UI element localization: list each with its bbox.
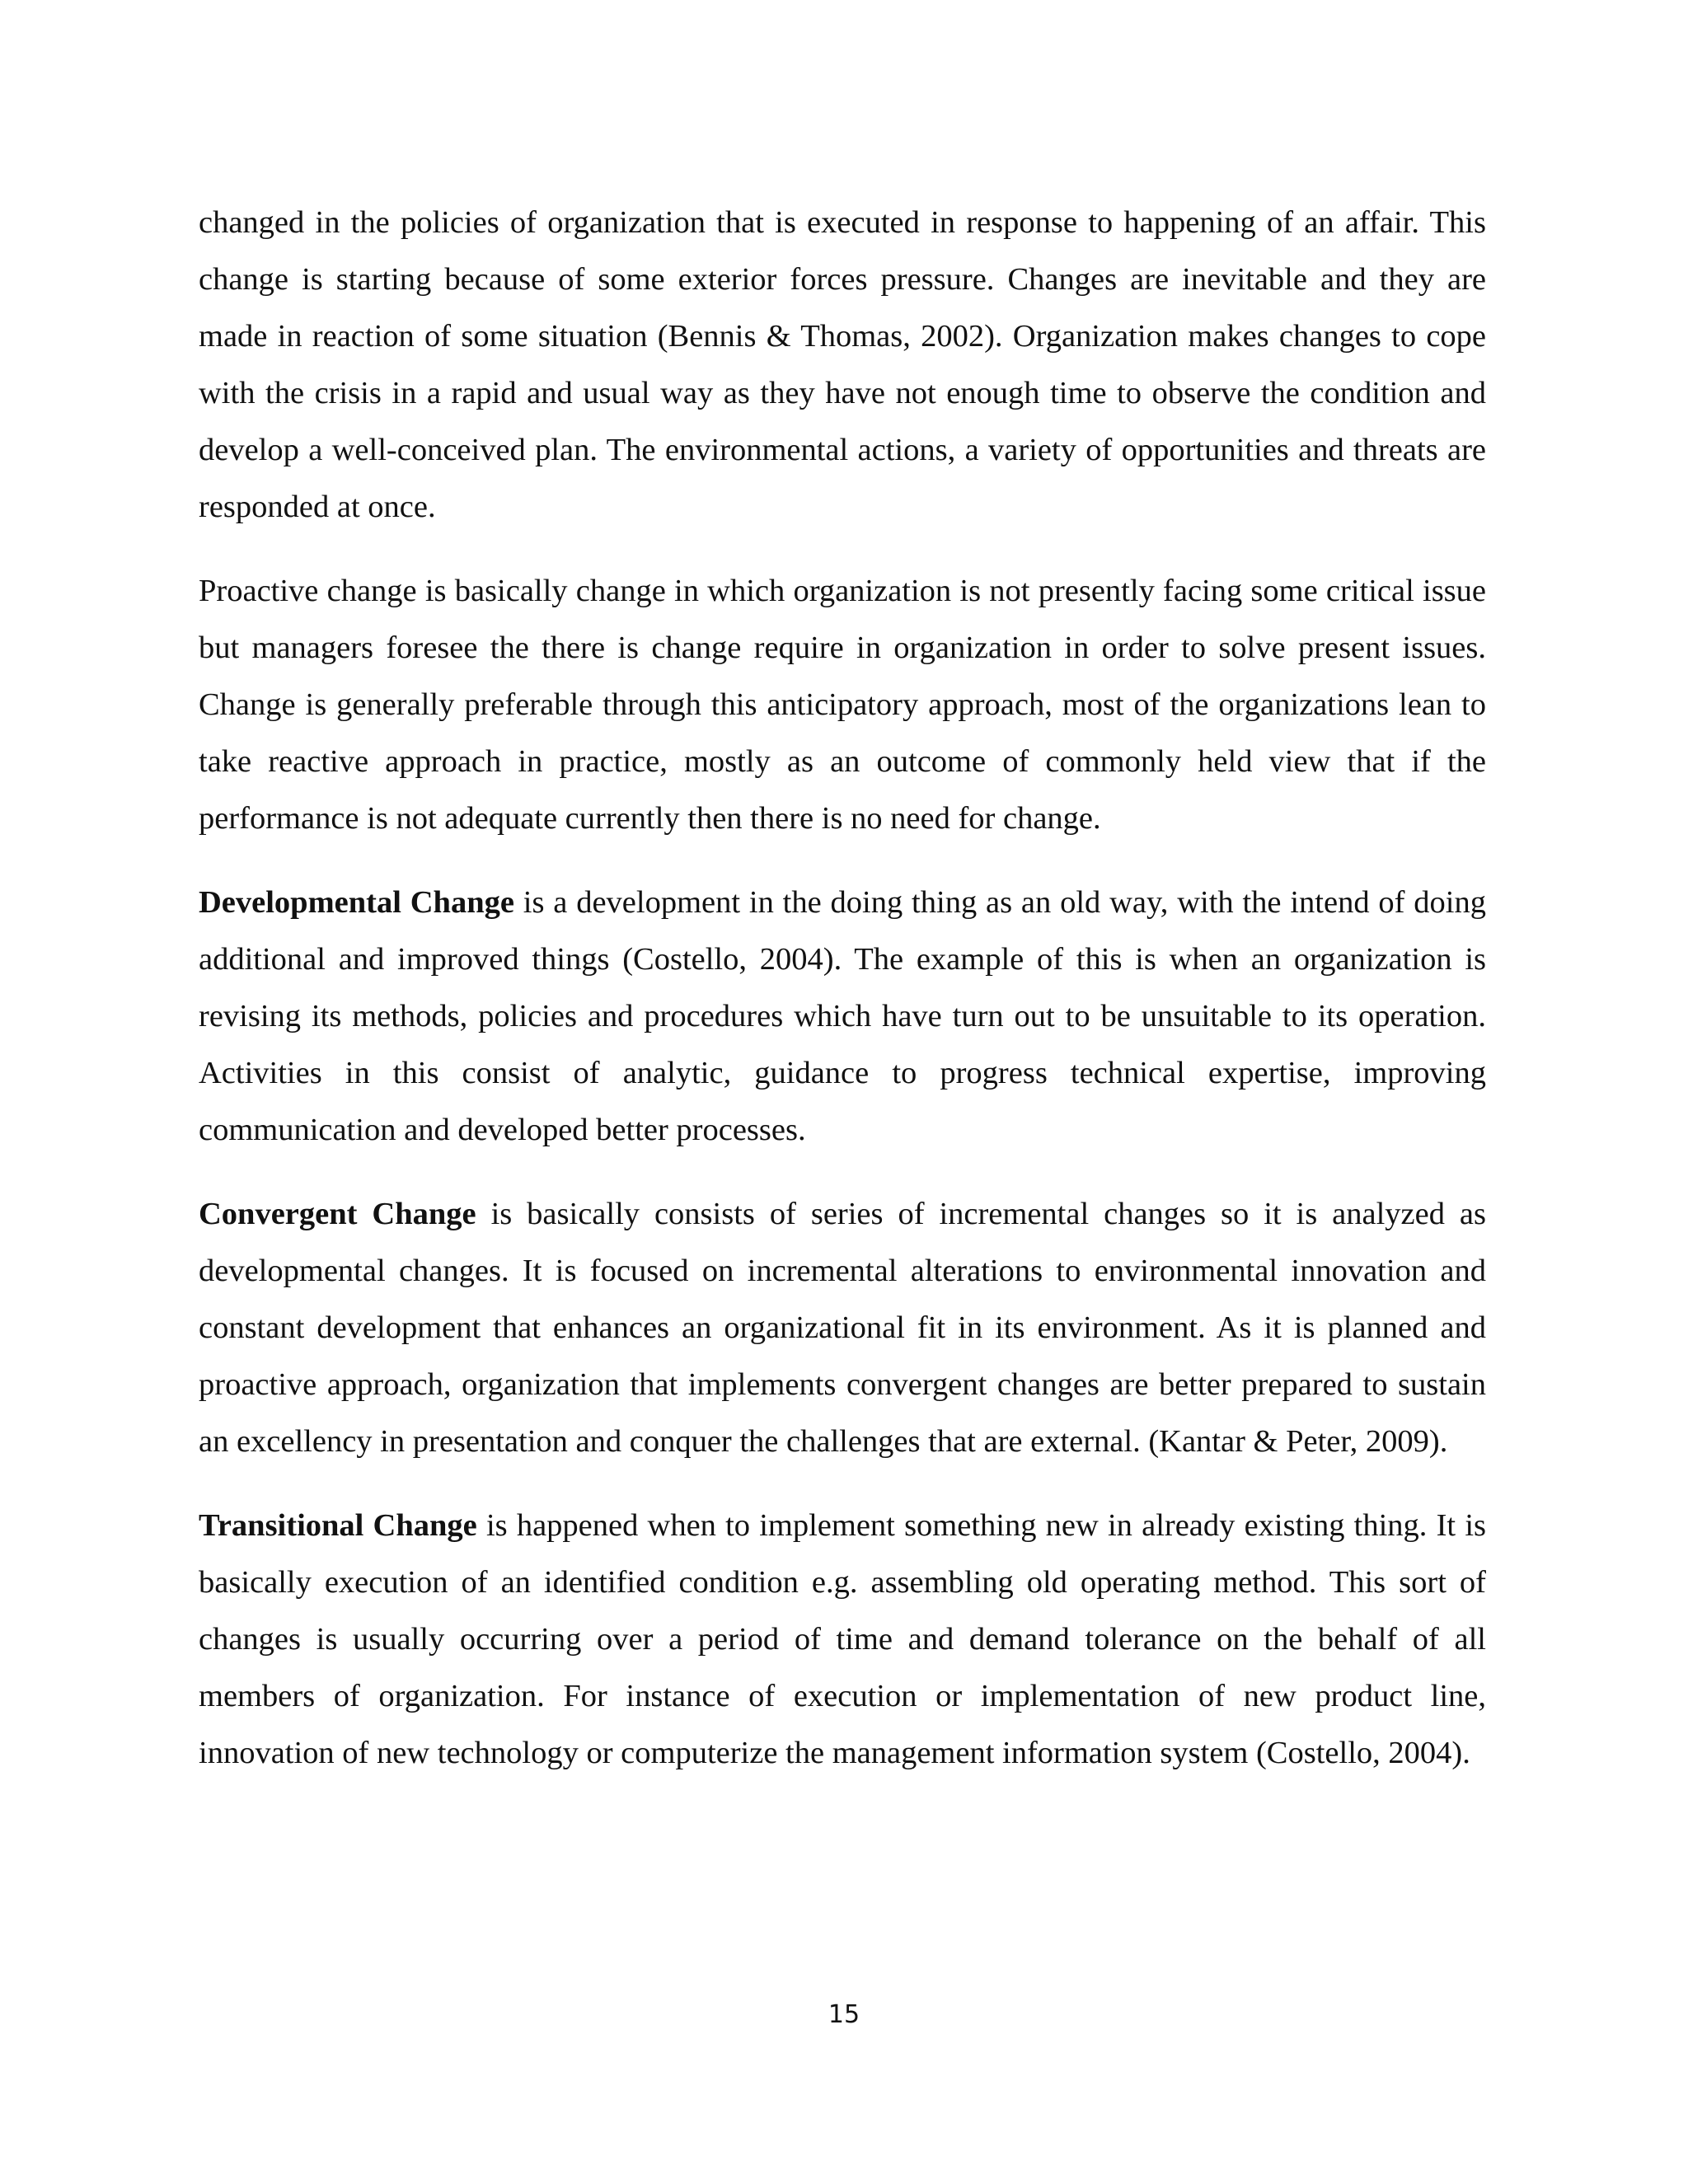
- term-heading: Convergent Change: [199, 1197, 476, 1231]
- term-heading: Transitional Change: [199, 1508, 477, 1543]
- paragraph-text: Proactive change is basically change in which organization is not presently facing some critical issue but managers foresee the there is change require in organization in order to solve present issues. Change is generally preferable through this anticipatory approach, most of the organizations lean to take reactive approach in practice, mostly as an outcome of commonly held view that if the performance is not adequate currently then there is no need for change.: [199, 574, 1486, 836]
- paragraph-text: changed in the policies of organization that is executed in response to happening of an affair. This change is starting because of some exterior forces pressure. Changes are inevitable and they are made in reaction of some situation (Bennis & Thomas, 2002). Organization makes changes to cope with the crisis in a rapid and usual way as they have not enough time to observe the condition and develop a well-conceived plan. The environmental actions, a variety of opportunities and threats are responded at once.: [199, 205, 1486, 524]
- body-text: [199, 194, 1486, 1809]
- paragraph-convergent-change: [199, 1186, 1486, 1470]
- paragraph-text: is happened when to implement something new in already existing thing. It is basically execution of an identified condition e.g. assembling old operating method. This sort of changes is usually occurring over a period of time and demand tolerance on the behalf of all members of organization. For instance of execution or implementation of new product line, innovation of new technology or computerize the management information system (Costello, 2004).: [199, 1508, 1486, 1770]
- paragraph-text: is basically consists of series of incremental changes so it is analyzed as developmental changes. It is focused on incremental alterations to environmental innovation and constant development that enhances an organizational fit in its environment. As it is planned and proactive approach, organization that implements convergent changes are better prepared to sustain an excellency in presentation and conquer the challenges that are external. (Kantar & Peter, 2009).: [199, 1197, 1486, 1459]
- paragraph-proactive-change: [199, 563, 1486, 847]
- page-number: 15: [828, 2000, 860, 2029]
- paragraph-developmental-change: [199, 874, 1486, 1159]
- paragraph-reactive-change: [199, 194, 1486, 536]
- paragraph-text: is a development in the doing thing as an old way, with the intend of doing additional and improved things (Costello, 2004). The example of this is when an organization is revising its methods, policies and procedures which have turn out to be unsuitable to its operation. Activities in this consist of analytic, guidance to progress technical expertise, improving communication and developed better processes.: [199, 885, 1486, 1147]
- paragraph-transitional-change: [199, 1497, 1486, 1782]
- term-heading: Developmental Change: [199, 885, 514, 920]
